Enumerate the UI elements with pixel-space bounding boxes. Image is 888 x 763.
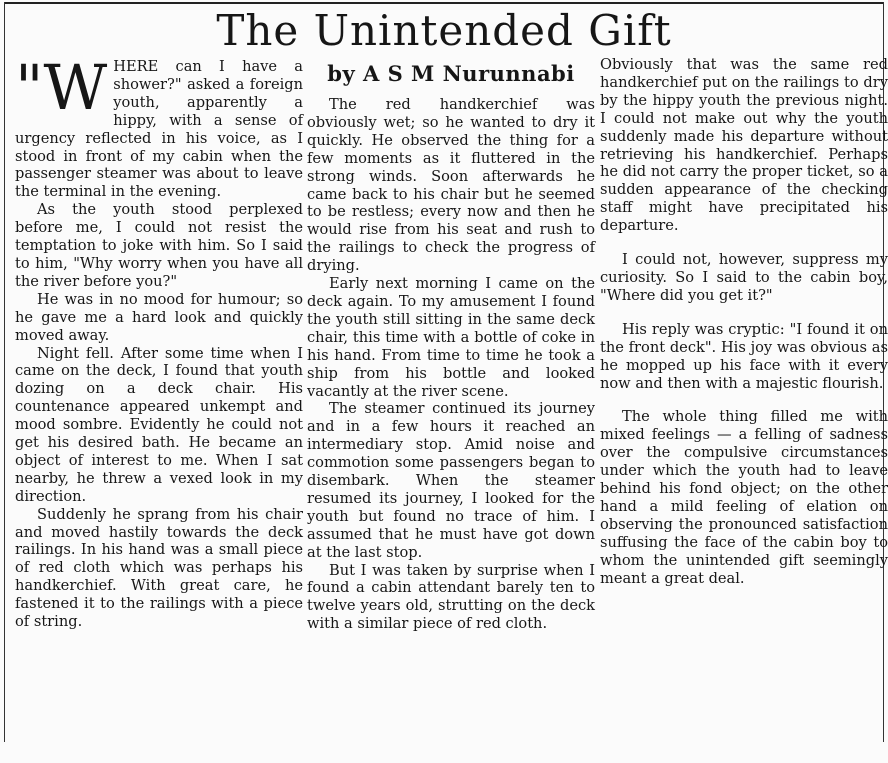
column-3	[600, 56, 888, 587]
paragraph: The whole thing filled me with mixed feelings — a felling of sadness over the compulsive circumstances under which the youth had to leave behind his fond object; on the other hand a mild feeling of elation on observing the pronounced satisfaction suffusing the face of the cabin boy to whom the unintended gift seemingly meant a great deal.	[600, 408, 888, 587]
paragraph: Suddenly he sprang from his chair and moved hastily towards the deck railings. In his hand was a small piece of red cloth which was perhaps his handkerchief. With great care, he fastened it to the railings with a piece of string.	[15, 505, 303, 631]
paragraph: I could not, however, suppress my curiosity. So I said to the cabin boy, "Where did you get it?"	[600, 251, 888, 304]
column-2	[307, 58, 595, 633]
paragraph: The steamer continued its journey and in a few hours it reached an intermediary stop. Amid noise and commotion some passengers began to disembark. When the steamer resumed its journey, I looked for the youth but found no trace of him. I assumed that he must have got down at the last stop.	[307, 400, 595, 561]
top-rule	[4, 2, 884, 4]
paragraph: But I was taken by surprise when I found a cabin attendant barely ten to twelve years old, strutting on the deck with a similar piece of red cloth.	[307, 561, 595, 633]
paragraph: As the youth stood perplexed before me, I could not resist the temptation to joke with him. So I said to him, "Why worry when you have all the river before you?"	[15, 201, 303, 290]
paragraph: The red handkerchief was obviously wet; so he wanted to dry it quickly. He observed the thing for a few moments as it fluttered in the strong winds. Soon afterwards he came back to his chair but he seemed to be restless; every now and then he would rise from his seat and rush to the railings to check the progress of drying.	[307, 96, 595, 275]
paragraph	[15, 51, 303, 201]
paragraph: Obviously that was the same red handkerchief put on the railings to dry by the hippy youth the previous night. I could not make out why the youth suddenly made his departure without retrieving his handkerchief. Perhaps he did not carry the proper ticket, so a sudden appearance of the checking staff might have precipitated his departure.	[600, 56, 888, 235]
paragraph: His reply was cryptic: "I found it on the front deck". His joy was obvious as he mopped up his face with it every now and then with a majestic flourish.	[600, 320, 888, 392]
column-1	[15, 51, 303, 631]
article-title: The Unintended Gift	[216, 6, 672, 55]
byline: by A S M Nurunnabi	[327, 61, 575, 86]
paragraph: Night fell. After some time when I came on the deck, I found that youth dozing on a deck chair. His countenance appeared unkempt and mood sombre. Evidently he could not get his desired bath. He became an object of interest to me. When I sat nearby, he threw a vexed look in my direction.	[15, 344, 303, 505]
paragraph: He was in no mood for humour; so he gave me a hard look and quickly moved away.	[15, 290, 303, 344]
drop-cap: "W	[15, 51, 108, 124]
left-rule	[4, 2, 5, 742]
paragraph: Early next morning I came on the deck again. To my amusement I found the youth still sitting in the same deck chair, this time with a bottle of coke in his hand. From time to time he took a ship from his bottle and looked vacantly at the river scene.	[307, 275, 595, 400]
paragraph-text: HERE can I have a shower?" asked a foreign youth, apparently a hippy, with a sense of urgency reflected in his voice, as I stood in front of my cabin when the passenger steamer was about to leave the terminal in the evening.	[15, 58, 303, 201]
